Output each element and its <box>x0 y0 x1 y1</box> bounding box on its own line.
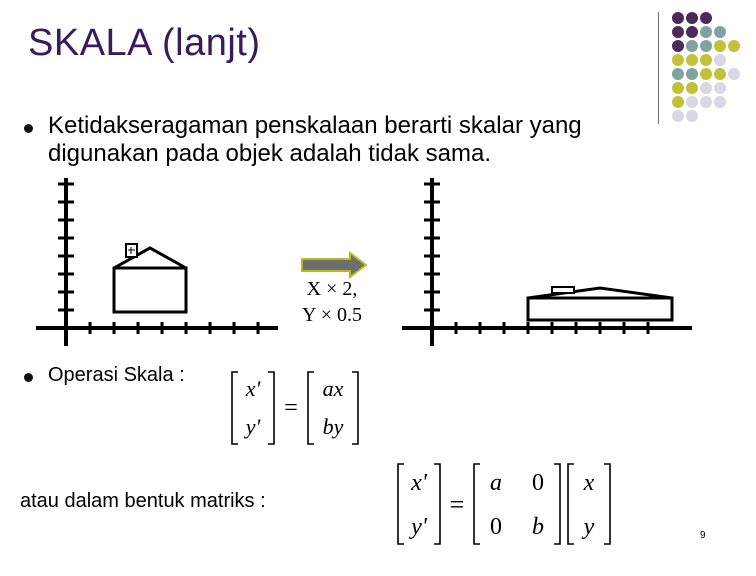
original-house-diagram <box>30 172 280 350</box>
eq1-lhs-y: y' <box>245 414 261 439</box>
eq1-rhs-ax: ax <box>322 376 344 401</box>
matrix-a: a <box>490 470 502 496</box>
matrix-zero-top: 0 <box>532 470 544 496</box>
page-number: 9 <box>700 530 706 541</box>
scale-equation <box>228 366 364 448</box>
matrix-zero-bottom: 0 <box>490 514 502 540</box>
eq2-lhs-y: y' <box>411 514 427 540</box>
eq1-rhs-by: by <box>322 414 344 439</box>
slide-title: SKALA (lanjt) <box>28 22 261 64</box>
matrix-b: b <box>532 514 544 540</box>
vector-y: y <box>583 514 595 540</box>
scale-x-label: X × 2, <box>306 278 358 300</box>
bullet-text-line1: Ketidakseragaman penskalaan berarti skalar yang <box>48 112 582 139</box>
scaled-house-diagram <box>396 172 696 350</box>
scale-operation-label: Operasi Skala : <box>48 364 185 386</box>
eq2-equals: = <box>449 490 465 519</box>
matrix-equation <box>392 458 616 550</box>
bullet-text-line2: digunakan pada objek adalah tidak sama. <box>48 140 491 167</box>
bullet-dot <box>24 373 33 382</box>
eq1-lhs-x: x' <box>245 376 261 401</box>
bullet-dot <box>24 124 33 133</box>
vector-x: x <box>583 470 595 496</box>
matrix-form-caption: atau dalam bentuk matriks : <box>20 490 266 512</box>
eq2-lhs-x: x' <box>411 470 427 496</box>
eq1-equals: = <box>284 395 298 421</box>
scale-y-label: Y × 0.5 <box>302 304 362 326</box>
scale-factors-label <box>282 276 382 328</box>
